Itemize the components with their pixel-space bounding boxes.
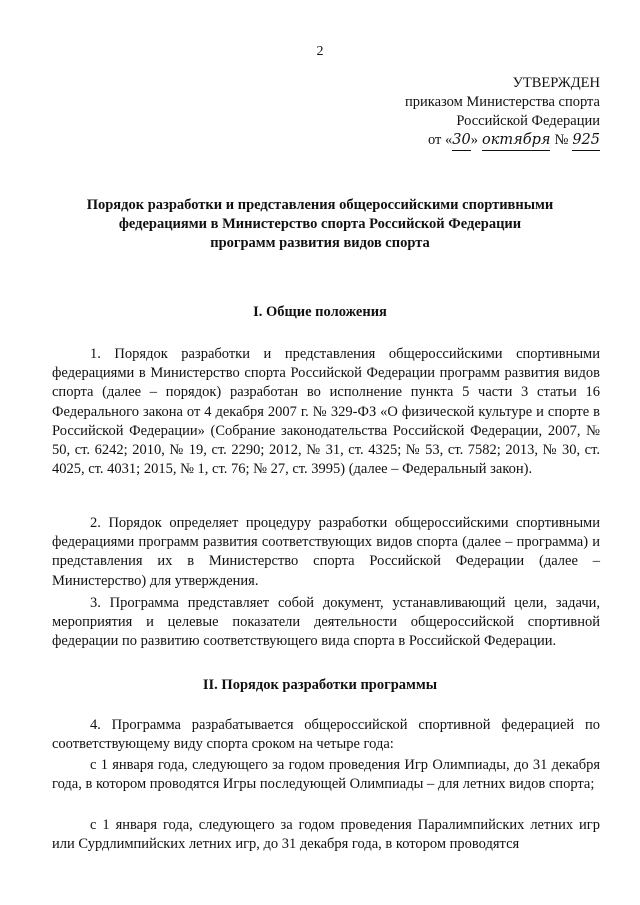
paragraph-6: с 1 января года, следующего за годом проведения Паралимпийских летних игр или Сурдлимпийских летних игр, до 31 декабря года, в котором проводятся	[52, 817, 600, 853]
number-prefix: №	[554, 132, 569, 148]
paragraph-2: 2. Порядок определяет процедуру разработки общероссийскими спортивными федерациями программ развития соответствующих видов спорта (далее – программа) и представления их в Министерство спорта Российской Федерации (далее – Министерство) для утверждения.	[52, 515, 600, 589]
date-prefix: от «	[428, 132, 453, 148]
date-day: 30	[452, 131, 470, 151]
title-line-2: федерациями в Министерство спорта Российской Федерации	[118, 216, 522, 232]
section-1-heading: I. Общие положения	[253, 304, 387, 320]
paragraph-1: 1. Порядок разработки и представления общероссийскими спортивными федерациями в Министерство спорта Российской Федерации программ развития видов спорта (далее – порядок) разработан во исполнение пункта 5 части 3 статьи 16 Федерального закона от 4 декабря 2007 г. № 329-ФЗ «О физической культуре и спорте в Российской Федерации» (Собрание законодательства Российской Федерации, 2007, № 50, ст. 6242; 2010, № 19, ст. 2290; 2012, № 31, ст. 4325; № 53, ст. 7582; 2013, № 30, ст. 4025, ст. 4031; 2015, № 1, ст. 76; № 27, ст. 3995) (далее – Федеральный закон).	[52, 346, 600, 478]
approval-line-1: приказом Министерства спорта	[404, 94, 600, 110]
approval-line-2: Российской Федерации	[456, 113, 600, 129]
section-2-heading: II. Порядок разработки программы	[202, 677, 438, 693]
paragraph-3: 3. Программа представляет собой документ, устанавливающий цели, задачи, мероприятия и целевые показатели деятельности общероссийской спортивной федерации по развитию соответствующего вида спорта в Российской Федерации.	[52, 595, 600, 650]
approval-status: УТВЕРЖДЕН	[512, 75, 600, 91]
date-month: октября	[482, 131, 550, 151]
document-title	[60, 196, 580, 253]
title-line-3: программ развития видов спорта	[210, 235, 430, 251]
page-number: 2	[316, 44, 324, 59]
paragraph-4: 4. Программа разрабатывается общероссийской спортивной федерацией по соответствующему виду спорта сроком на четыре года:	[52, 717, 600, 753]
date-mid: »	[470, 132, 478, 148]
paragraph-5: с 1 января года, следующего за годом проведения Игр Олимпиады, до 31 декабря года, в котором проводятся Игры последующей Олимпиады – для летних видов спорта;	[52, 757, 600, 793]
approval-block	[370, 74, 600, 151]
title-line-1: Порядок разработки и представления общероссийскими спортивными	[86, 197, 554, 213]
order-number: 925	[572, 131, 600, 151]
approval-date-line	[370, 131, 600, 151]
